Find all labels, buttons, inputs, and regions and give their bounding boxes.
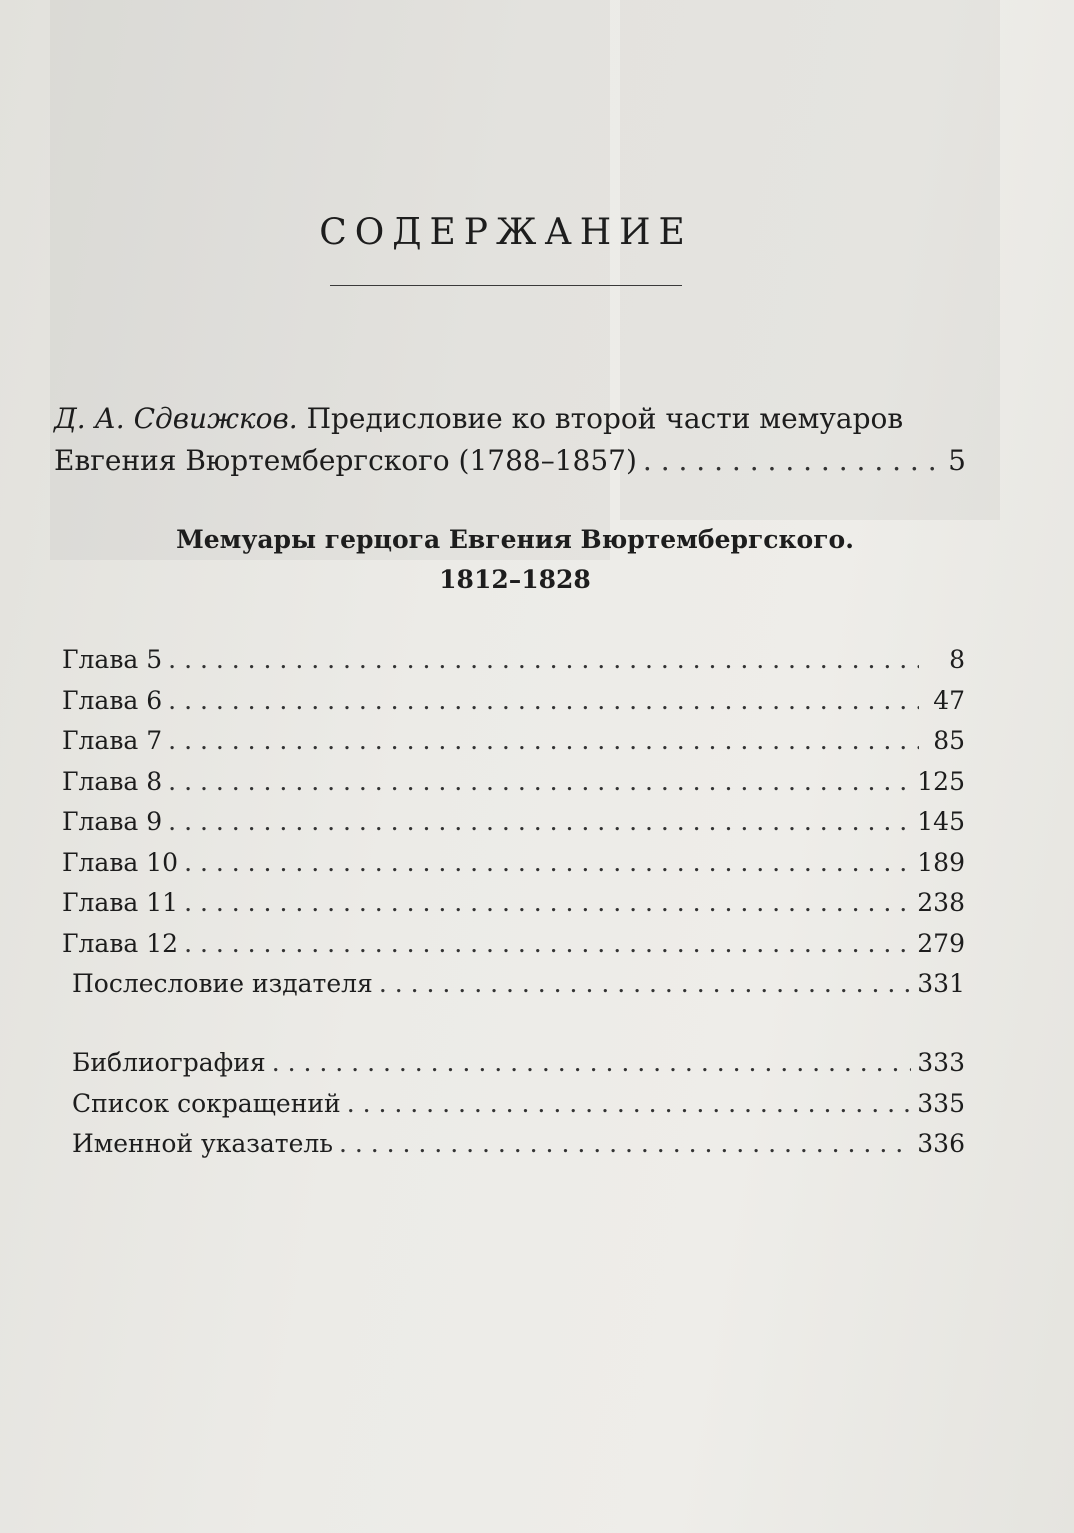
chapter-list [62, 645, 965, 1010]
leader-dots [347, 1089, 912, 1118]
leader-dots [184, 848, 911, 877]
toc-entry [62, 929, 965, 970]
leader-dots [379, 969, 911, 998]
leader-dots [168, 807, 911, 836]
toc-entry [72, 1089, 965, 1130]
leader-dots [272, 1048, 912, 1077]
preface-title-1: Предисловие ко второй части мемуаров [306, 402, 904, 435]
section-title-2: 1812–1828 [439, 565, 591, 594]
toc-page: 8 [949, 645, 965, 674]
preface-line-1 [54, 398, 966, 440]
leader-dots [168, 686, 919, 715]
preface-page: 5 [948, 444, 966, 477]
toc-label: Библиография [72, 1048, 266, 1077]
toc-entry [62, 807, 965, 848]
preface-title-2: Евгения Вюртембергского (1788–1857) [54, 444, 637, 477]
toc-entry [62, 686, 965, 727]
leader-dots [339, 1129, 911, 1158]
toc-page: 189 [917, 847, 965, 877]
leader-dots [168, 767, 911, 796]
preface-author: Д. А. Сдвижков. [54, 402, 298, 435]
leader-dots [184, 888, 911, 917]
title-divider [330, 285, 682, 286]
appendix-list [72, 1048, 965, 1170]
toc-entry [72, 1048, 965, 1089]
section-heading [120, 520, 910, 600]
toc-label: Глава 5 [62, 645, 163, 674]
toc-entry [62, 726, 965, 767]
toc-entry [72, 1129, 965, 1170]
toc-page: 145 [917, 807, 965, 836]
preface-entry [54, 398, 966, 482]
toc-page: 336 [917, 1129, 965, 1158]
toc-page: 238 [917, 888, 965, 917]
toc-page: 47 [933, 685, 965, 715]
toc-entry [62, 645, 965, 686]
page-title: СОДЕРЖАНИЕ [319, 212, 693, 253]
toc-page: 331 [917, 969, 965, 998]
toc-page: 333 [917, 1048, 965, 1077]
toc-page: 125 [917, 766, 965, 796]
toc-page: 279 [917, 928, 965, 958]
leader-dots [184, 929, 911, 958]
toc-label: Глава 12 [62, 928, 179, 958]
toc-label: Список сокращений [72, 1088, 341, 1118]
leader-dots [643, 440, 942, 482]
section-title-1: Мемуары герцога Евгения Вюртембергского. [176, 525, 854, 554]
toc-page: 85 [933, 726, 965, 755]
toc-label: Глава 8 [62, 766, 163, 796]
toc-label: Именной указатель [72, 1129, 333, 1158]
leader-dots [168, 726, 919, 755]
toc-label: Послесловие издателя [72, 969, 373, 998]
toc-label: Глава 6 [62, 685, 163, 715]
toc-label: Глава 11 [62, 888, 179, 917]
toc-entry [62, 888, 965, 929]
leader-dots [168, 645, 919, 674]
toc-entry [62, 767, 965, 808]
toc-page: 335 [917, 1088, 965, 1118]
preface-line-2 [54, 440, 966, 482]
toc-label: Глава 9 [62, 807, 163, 836]
toc-entry [62, 848, 965, 889]
toc-entry [62, 969, 965, 1010]
toc-label: Глава 10 [62, 847, 179, 877]
toc-label: Глава 7 [62, 726, 163, 755]
